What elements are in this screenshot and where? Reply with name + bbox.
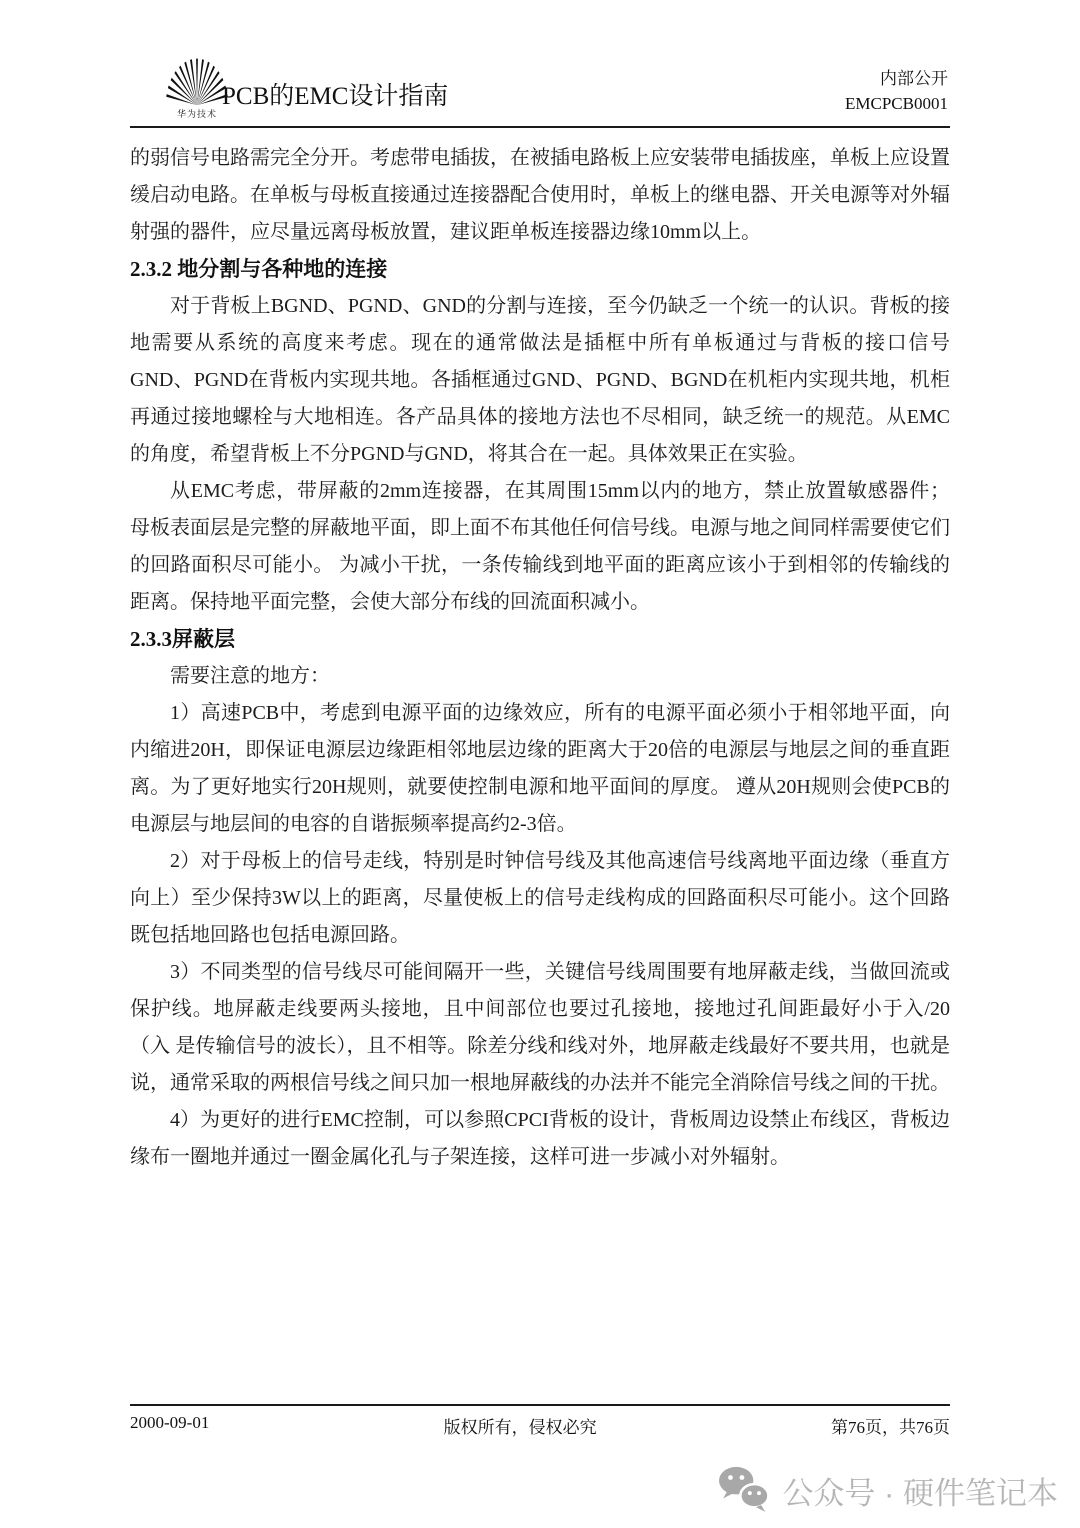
list-item-3: 3）不同类型的信号线尽可能间隔开一些，关键信号线周围要有地屏蔽走线，当做回流或保护线。地屏蔽走线要两头接地，且中间部位也要过孔接地，接地过孔间距最好小于入/20（入 是传输信号的波长），且不相等。除差分线和线对外，地屏蔽走线最好不要共用，也就是说，通常采取的两根信号线之间只加一根地屏蔽线的办法并不能完全消除信号线之间的干扰。 (130, 961, 950, 1094)
list-item-4: 4）为更好的进行EMC控制，可以参照CPCI背板的设计，背板周边设禁止布线区，背板边缘布一圈地并通过一圈金属化孔与子架连接，这样可进一步减小对外辐射。 (130, 1109, 950, 1168)
section-heading-2-3-3: 2.3.3屏蔽层 (130, 627, 235, 651)
paragraph-ground-split-2: 从EMC考虑，带屏蔽的2mm连接器，在其周围15mm以内的地方，禁止放置敏感器件； 母板表面层是完整的屏蔽地平面，即上面不布其他任何信号线。电源与地之间同样需要使它们的回路面积尽可能小。 为减小干扰，一条传输线到地平面的距离应该小于到相邻的传输线的距离。保持地平面完整，会使大部分布线的回流面积减小。 (130, 480, 950, 613)
page-footer (130, 1404, 950, 1438)
wechat-icon (718, 1466, 770, 1514)
document-body (130, 140, 950, 1176)
classification-label: 内部公开 (880, 69, 948, 88)
paragraph-intro: 的弱信号电路需完全分开。考虑带电插拔，在被插电路板上应安装带电插拔座，单板上应设置缓启动电路。在单板与母板直接通过连接器配合使用时，单板上的继电器、开关电源等对外辐射强的器件，应尽量远离母板放置，建议距单板连接器边缘10mm以上。 (130, 147, 950, 243)
document-number: EMCPCB0001 (845, 94, 948, 113)
document-title: PCB的EMC设计指南 (222, 83, 449, 110)
wechat-watermark (718, 1466, 1058, 1514)
header-meta (845, 66, 948, 116)
footer-date: 2000-09-01 (130, 1413, 210, 1432)
footer-copyright: 版权所有，侵权必究 (443, 1418, 597, 1437)
watermark-text: 公众号 · 硬件笔记本 (782, 1475, 1058, 1511)
list-item-1: 1）高速PCB中，考虑到电源平面的边缘效应，所有的电源平面必须小于相邻地平面，向内缩进20H，即保证电源层边缘距相邻地层边缘的距离大于20倍的电源层与地层之间的垂直距离。为了更好地实行20H规则，就要使控制电源和地平面间的厚度。 遵从20H规则会使PCB的电源层与地层间的电容的自谐振频率提高约2-3倍。 (130, 702, 950, 835)
logo-caption: 华为技术 (176, 109, 217, 119)
paragraph-ground-split-1: 对于背板上BGND、PGND、GND的分割与连接，至今仍缺乏一个统一的认识。背板的接地需要从系统的高度来考虑。现在的通常做法是插框中所有单板通过与背板的接口信号GND、PGND在背板内实现共地。各插框通过GND、PGND、BGND在机柜内实现共地，机柜再通过接地螺栓与大地相连。各产品具体的接地方法也不尽相同，缺乏统一的规范。从EMC的角度，希望背板上不分PGND与GND，将其合在一起。具体效果正在实验。 (130, 295, 950, 465)
footer-page-number: 第76页，共76页 (831, 1418, 950, 1437)
section-heading-2-3-2: 2.3.2 地分割与各种地的连接 (130, 257, 388, 281)
list-item-2: 2）对于母板上的信号走线，特别是时钟信号线及其他高速信号线离地平面边缘（垂直方向上）至少保持3W以上的距离，尽量使板上的信号走线构成的回路面积尽可能小。这个回路既包括地回路也包括电源回路。 (130, 850, 950, 946)
paragraph-lead: 需要注意的地方： (170, 665, 330, 687)
page-header (130, 0, 950, 128)
